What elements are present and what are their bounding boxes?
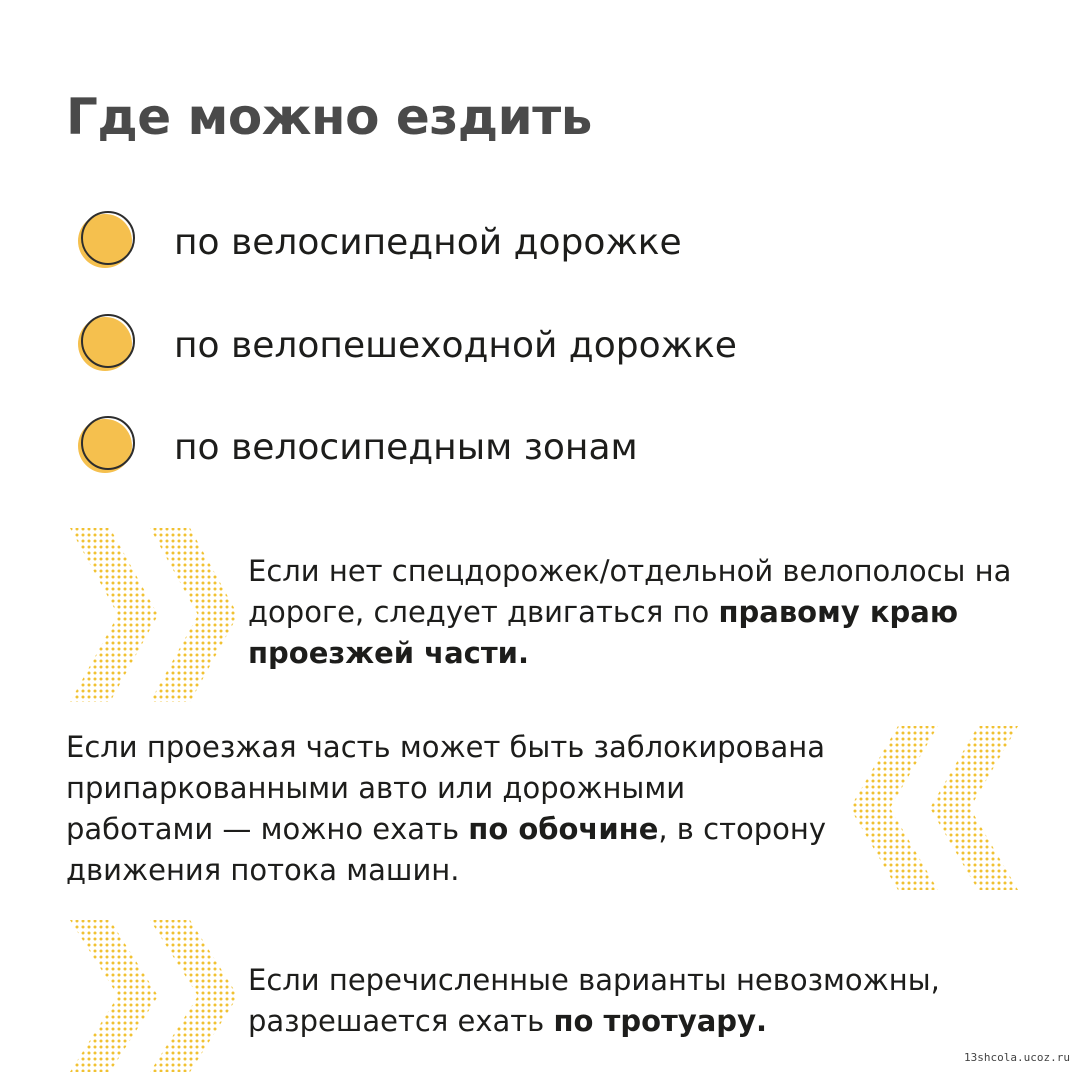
note-right-edge: Если нет спецдорожек/отдельной велополосы на дороге, следует двигаться по правому краю проезжей части. xyxy=(248,554,1012,670)
circle-bullet-icon xyxy=(78,211,140,273)
list-item-label: по велосипедной дорожке xyxy=(174,221,682,263)
note-sidewalk: Если перечисленные варианты невозможны, разрешается ехать по тротуару. xyxy=(248,963,940,1038)
dotted-chevron-left-icon xyxy=(846,718,1026,898)
list-item xyxy=(78,415,638,479)
dotted-chevron-right-icon xyxy=(62,912,242,1080)
list-item-label: по велосипедным зонам xyxy=(174,426,638,468)
circle-bullet-icon xyxy=(78,416,140,478)
list-item-label: по велопешеходной дорожке xyxy=(174,324,737,366)
circle-bullet-icon xyxy=(78,314,140,376)
watermark: 13shcola.ucoz.ru xyxy=(964,1051,1070,1064)
dotted-chevron-right-icon xyxy=(62,520,242,710)
list-item xyxy=(78,313,737,377)
page-title: Где можно ездить xyxy=(66,88,592,146)
list-item xyxy=(78,210,682,274)
note-shoulder: Если проезжая часть может быть заблокирована припаркованными авто или дорожными работами — можно ехать по обочине, в сторону движения потока машин. xyxy=(66,730,826,887)
